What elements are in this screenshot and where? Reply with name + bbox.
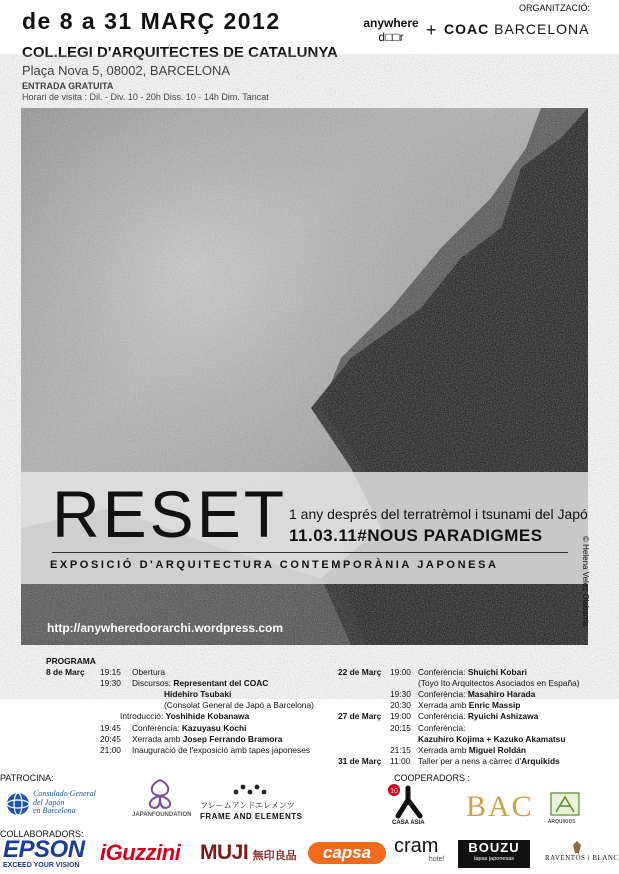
patrocina-label: PATROCINA: (0, 773, 54, 783)
coac-logo-bold: COAC (444, 21, 490, 37)
bouzu-sub: tapas japonesas (473, 856, 515, 862)
programme-row (46, 745, 346, 756)
programme-row (338, 678, 588, 689)
epson-wordmark: EPSON (3, 836, 85, 863)
title-divider (52, 552, 568, 553)
exhibition-dates: de 8 a 31 MARÇ 2012 (22, 8, 281, 34)
programme-text-plain: Obertura (132, 667, 166, 678)
programme-left (46, 656, 346, 756)
programme-left-rows (46, 667, 346, 756)
programme-text (120, 711, 249, 722)
opening-hours: Horari de visita : Dil. - Div. 10 - 20h Diss. 10 - 14h Dim. Tancat (22, 92, 269, 102)
casa-asia-icon (386, 782, 430, 818)
programme-text-plain: Taller per a nens a càrrec d' (418, 755, 522, 766)
consulado-logo (6, 790, 96, 820)
programme-time: 11:00 (390, 755, 411, 766)
programme-time: 19:45 (100, 722, 121, 733)
programme-row (46, 678, 346, 689)
arquikids-logo (548, 792, 582, 828)
programme-text-bold: Shuichi Kobari (467, 667, 527, 678)
programme-time: 20:15 (390, 722, 411, 733)
consulado-line1: Consulado General (33, 789, 96, 798)
programme-text (418, 723, 466, 734)
programme-text (418, 667, 527, 678)
cram-logo (394, 836, 450, 863)
cram-wordmark: cram (394, 835, 439, 857)
programme-row (46, 700, 346, 711)
programme-row (338, 700, 588, 711)
programme-text-bold: Miguel Roldán (468, 744, 526, 755)
programme-text-plain: Xerrada amb (418, 700, 469, 711)
consulado-text (33, 790, 96, 816)
japan-foundation-icon (140, 778, 180, 810)
arquikids-text: ARQUIKIDS (548, 819, 576, 825)
programme-spacer-row (338, 656, 588, 667)
programme-text (418, 689, 535, 700)
coac-logo-city: BARCELONA (494, 21, 590, 37)
coac-logo (444, 21, 589, 37)
capsa-logo: capsa (308, 842, 386, 864)
programme-text-bold: Kazuhiro Kojima + Kazuko Akamatsu (418, 733, 566, 744)
programme-text (132, 745, 310, 756)
programme-text (132, 723, 247, 734)
consulado-globe-icon (6, 792, 30, 816)
programme-text (418, 700, 520, 711)
muji-jp: 無印良品 (252, 850, 297, 862)
programme-row (338, 667, 588, 678)
programme-text-plain: Conferència: (132, 722, 182, 733)
programme-row (338, 756, 588, 767)
programme-row (338, 734, 588, 745)
arquikids-icon (550, 792, 580, 818)
programme-date: 8 de Març (46, 667, 85, 678)
programme-time: 19:00 (390, 667, 411, 678)
programme-text-bold: Hidehiro Tsubaki (164, 689, 232, 700)
venue-name: COL.LEGI D'ARQUITECTES DE CATALUNYA (22, 44, 338, 61)
programme-text-plain: Conferència: (418, 667, 468, 678)
programme-text-plain: Xerrada amb (132, 733, 183, 744)
programme-text-plain: Conferència: (418, 689, 468, 700)
programme-date: 22 de Març (338, 667, 382, 678)
programme-row (46, 689, 346, 700)
cram-sub: hotel (428, 856, 444, 863)
programme-text-plain: Xerrada amb (418, 744, 469, 755)
raventos-logo (545, 840, 619, 870)
programme-row (46, 667, 346, 678)
bouzu-logo (458, 840, 530, 868)
programme-time: 21:00 (100, 744, 121, 755)
exhibition-tagline: 11.03.11#NOUS PARADIGMES (289, 526, 543, 545)
programme-text (418, 734, 565, 745)
programme-time: 19:30 (390, 689, 411, 700)
anywhere-door-logo (360, 16, 422, 44)
programme-row (338, 689, 588, 700)
epson-logo (3, 838, 85, 869)
programme-text-plain: Discursos: (132, 678, 174, 689)
casa-asia-logo (384, 782, 432, 830)
programme-text-plain: Conferència: (418, 722, 466, 733)
muji-wordmark: MUJI (200, 841, 249, 864)
frame-elements-logo (200, 782, 304, 826)
raventos-text: RAVENTÓS i BLANC (545, 854, 619, 862)
programme-text-bold: Enric Massip (468, 700, 521, 711)
programme-right-rows (338, 667, 588, 767)
programme-text (132, 667, 165, 678)
anywhere-logo-line2: d□□r (378, 30, 404, 44)
programme-text-plain: (Consolat General de Japó a Barcelona) (164, 700, 314, 711)
programme-text (164, 700, 314, 711)
programme-heading-row (46, 656, 346, 667)
programme-time: 20:30 (390, 700, 411, 711)
programme-date: 31 de Març (338, 755, 382, 766)
programme-time: 19:00 (390, 711, 411, 722)
venue-address: Plaça Nova 5, 08002, BARCELONA (22, 63, 231, 78)
programme-heading: PROGRAMA (46, 656, 96, 666)
bouzu-wordmark: BOUZU (468, 840, 520, 855)
programme-text-plain: Introducció: (120, 711, 166, 722)
bac-logo: BAC (466, 790, 534, 823)
programme-row (338, 723, 588, 734)
programme-text-bold: Kazuyasu Kochi (181, 722, 247, 733)
consulado-line3: en Barcelona (33, 806, 76, 815)
exhibition-description: EXPOSICIÓ D'ARQUITECTURA CONTEMPORÀNIA JAPONESA (50, 559, 499, 571)
programme-row (46, 711, 346, 722)
frame-elements-jp: フレームアンドエレメンツ (200, 801, 295, 810)
photo-credit: © Helena Velez Olabarria (581, 536, 590, 627)
epson-tagline: EXCEED YOUR VISION (3, 862, 80, 869)
programme-text-plain: Inauguració de l'exposició amb tapes japoneses (132, 744, 311, 755)
frame-elements-en: FRAME AND ELEMENTS (200, 812, 303, 821)
programme-text-bold: Yoshihide Kobanawa (165, 711, 250, 722)
programme-text-bold: Representant del COAC (173, 678, 269, 689)
entry-info: ENTRADA GRATUITA (22, 81, 114, 91)
programme-text (418, 745, 526, 756)
collaboradors-label: COLLABORADORS: (0, 829, 84, 839)
programme-time: 20:45 (100, 733, 121, 744)
programme-text-bold: Arquikids (521, 755, 560, 766)
exhibition-title: RESET (52, 477, 288, 551)
programme-text (164, 689, 231, 700)
programme-row (46, 723, 346, 734)
website-link[interactable]: http://anywheredoorarchi.wordpress.com (47, 621, 284, 635)
poster-photo (21, 108, 588, 645)
programme-time: 21:15 (390, 744, 411, 755)
programme-row (338, 745, 588, 756)
programme-text (418, 678, 580, 689)
programme-text-plain: (Toyo Ito Arquitectos Asociados en España) (418, 678, 580, 689)
frame-elements-icon (230, 782, 270, 798)
programme-row (338, 711, 588, 722)
anywhere-logo-line1: anywhere (363, 16, 419, 30)
programme-text-plain: Conferència: (418, 711, 468, 722)
programme-date: 27 de Març (338, 711, 382, 722)
casa-asia-text: CASA ASIA (392, 820, 425, 826)
programme-time: 19:30 (100, 678, 121, 689)
iguzzini-logo: iGuzzini (100, 840, 181, 865)
title-band (21, 472, 588, 584)
programme-text (132, 734, 282, 745)
organizer-label: ORGANITZACIÓ: (518, 3, 590, 13)
programme-right (338, 656, 588, 767)
programme-text (418, 711, 538, 722)
programme-text-bold: Josep Ferrando Bramora (182, 733, 283, 744)
exhibition-subtitle: 1 any després del terratrèmol i tsunami del Japó (289, 506, 588, 522)
programme-text (418, 756, 560, 767)
programme-text-bold: Masahiro Harada (467, 689, 536, 700)
raventos-crest-icon (571, 840, 583, 854)
muji-logo (200, 841, 304, 865)
cooperadors-label: COOPERADORS : (394, 773, 471, 783)
programme-text-bold: Ryuichi Ashizawa (467, 711, 539, 722)
programme-time: 19:15 (100, 667, 121, 678)
japan-foundation-text: JAPANFOUNDATION (132, 812, 192, 818)
programme-text (132, 678, 268, 689)
consulado-line2: del Japón (33, 797, 65, 807)
japan-foundation-logo (132, 778, 192, 824)
plus-sign: + (426, 20, 437, 40)
programme-row (46, 734, 346, 745)
svg-text:10: 10 (390, 788, 398, 795)
